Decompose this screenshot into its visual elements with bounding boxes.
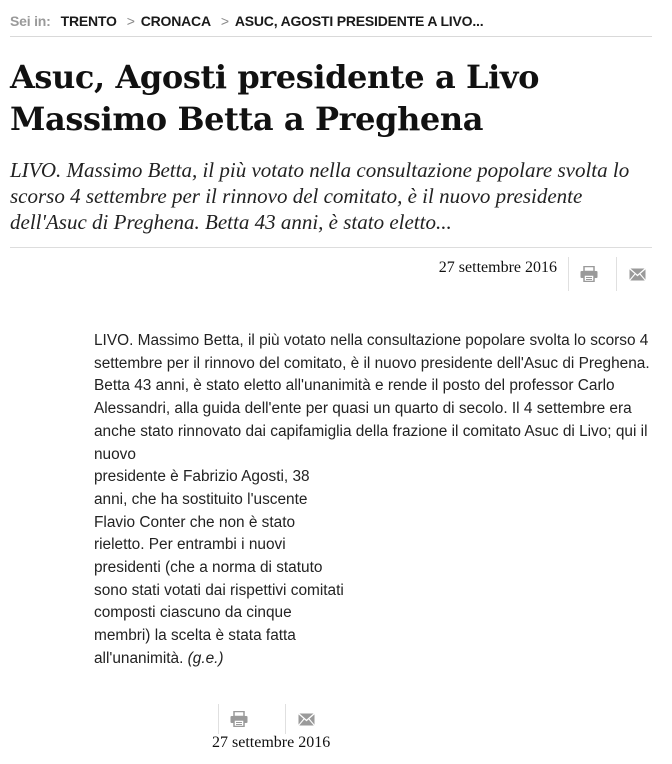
breadcrumb-prefix: Sei in:	[10, 13, 51, 29]
print-button-bottom[interactable]	[218, 704, 259, 734]
headline-line-2: Massimo Betta a Preghena	[10, 100, 484, 138]
article-date-bottom: 27 settembre 2016	[212, 734, 331, 751]
breadcrumb-separator: >	[126, 13, 135, 29]
article-meta-bar	[10, 247, 652, 298]
email-button-bottom[interactable]	[285, 704, 326, 734]
article-headline	[10, 56, 655, 140]
article-paragraph-narrow	[94, 466, 344, 670]
print-button[interactable]	[568, 257, 609, 291]
breadcrumb-separator: >	[220, 13, 229, 29]
author-signature: (g.e.)	[187, 649, 224, 667]
breadcrumb-item-trento[interactable]: TRENTO	[60, 13, 117, 29]
article-subtitle: LIVO. Massimo Betta, il più votato nella consultazione popolare svolta lo scorso 4 settembre per il rinnovo del comitato, è il nuovo presidente dell'Asuc di Preghena. Betta 43 anni, è stato eletto...	[10, 158, 630, 234]
article-paragraph-narrow-text: presidente è Fabrizio Agosti, 38 anni, che ha sostituito l'uscente Flavio Conter che non è stato rieletto. Per entrambi i nuovi presidenti (che a norma di statuto sono stati votati dai rispettivi comitati composti ciascuno da cinque membri) la scelta è stata fatta all'unanimità.	[94, 468, 344, 667]
breadcrumb-item-current[interactable]: ASUC, AGOSTI PRESIDENTE A LIVO...	[234, 13, 484, 29]
email-icon	[298, 713, 315, 726]
print-icon	[580, 266, 598, 282]
article-date: 27 settembre 2016	[438, 259, 557, 276]
print-icon	[230, 711, 248, 727]
breadcrumb-item-cronaca[interactable]: CRONACA	[140, 13, 211, 29]
headline-line-1: Asuc, Agosti presidente a Livo	[10, 58, 540, 96]
email-icon	[629, 268, 646, 281]
share-toolbar	[218, 704, 328, 734]
breadcrumb	[10, 6, 652, 37]
email-button[interactable]	[616, 257, 657, 291]
article-paragraph-wide: LIVO. Massimo Betta, il più votato nella consultazione popolare svolta lo scorso 4 settembre per il rinnovo del comitato, è il nuovo presidente dell'Asuc di Preghena. Betta 43 anni, è stato eletto all'unanimità e rende il posto del professor Carlo Alessandri, alla guida dell'ente per quasi un quarto di secolo. Il 4 settembre era anche stato rinnovato dai capifamiglia della frazione il comitato Asuc di Livo; qui il nuovo	[94, 332, 650, 463]
article-body	[94, 330, 658, 671]
